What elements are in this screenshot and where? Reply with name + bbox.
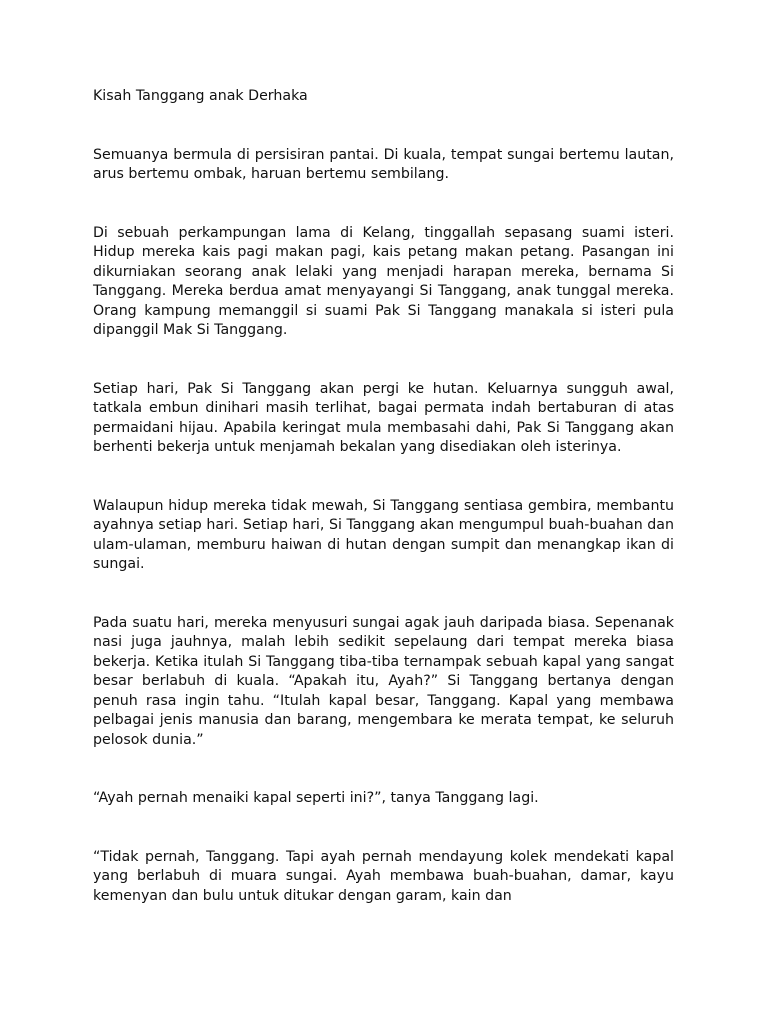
paragraph-4: Walaupun hidup mereka tidak mewah, Si Tanggang sentiasa gembira, membantu ayahnya setiap hari. Setiap hari, Si Tanggang akan mengumpul buah-buahan dan ulam-ulaman, memburu haiwan di hutan dengan sumpit dan menangkap ikan di sungai. [93, 497, 674, 572]
paragraph-2: Di sebuah perkampungan lama di Kelang, tinggallah sepasang suami isteri. Hidup mereka kais pagi makan pagi, kais petang makan petang. Pasangan ini dikurniakan seorang anak lelaki yang menjadi harapan mereka, bernama Si Tanggang. Mereka berdua amat menyayangi Si Tanggang, anak tunggal mereka. Orang kampung memanggil si suami Pak Si Tanggang manakala si isteri pula dipanggil Mak Si Tanggang. [93, 224, 674, 338]
document-title: Kisah Tanggang anak Derhaka [93, 88, 308, 104]
paragraph-7: “Tidak pernah, Tanggang. Tapi ayah pernah mendayung kolek mendekati kapal yang berlabuh di muara sungai. Ayah membawa buah-buahan, damar, kayu kemenyan dan bulu untuk ditukar dengan garam, kain dan [93, 848, 674, 904]
paragraph-5: Pada suatu hari, mereka menyusuri sungai agak jauh daripada biasa. Sepenanak nasi juga jauhnya, malah lebih sedikit sepelaung dari tempat mereka biasa bekerja. Ketika itulah Si Tanggang tiba-tiba ternampak sebuah kapal yang sangat besar berlabuh di kuala. “Apakah itu, Ayah?” Si Tanggang bertanya dengan penuh rasa ingin tahu. “Itulah kapal besar, Tanggang. Kapal yang membawa pelbagai jenis manusia dan barang, mengembara ke merata tempat, ke seluruh pelosok dunia.” [93, 614, 674, 748]
paragraph-1: Semuanya bermula di persisiran pantai. Di kuala, tempat sungai bertemu lautan, arus bertemu ombak, haruan bertemu sembilang. [93, 146, 674, 182]
document-body [93, 87, 674, 945]
paragraph-6: “Ayah pernah menaiki kapal seperti ini?”, tanya Tanggang lagi. [93, 790, 539, 806]
paragraph-3: Setiap hari, Pak Si Tanggang akan pergi ke hutan. Keluarnya sungguh awal, tatkala embun dinihari masih terlihat, bagai permata indah bertaburan di atas permaidani hijau. Apabila keringat mula membasahi dahi, Pak Si Tanggang akan berhenti bekerja untuk menjamah bekalan yang disediakan oleh isterinya. [93, 380, 674, 455]
